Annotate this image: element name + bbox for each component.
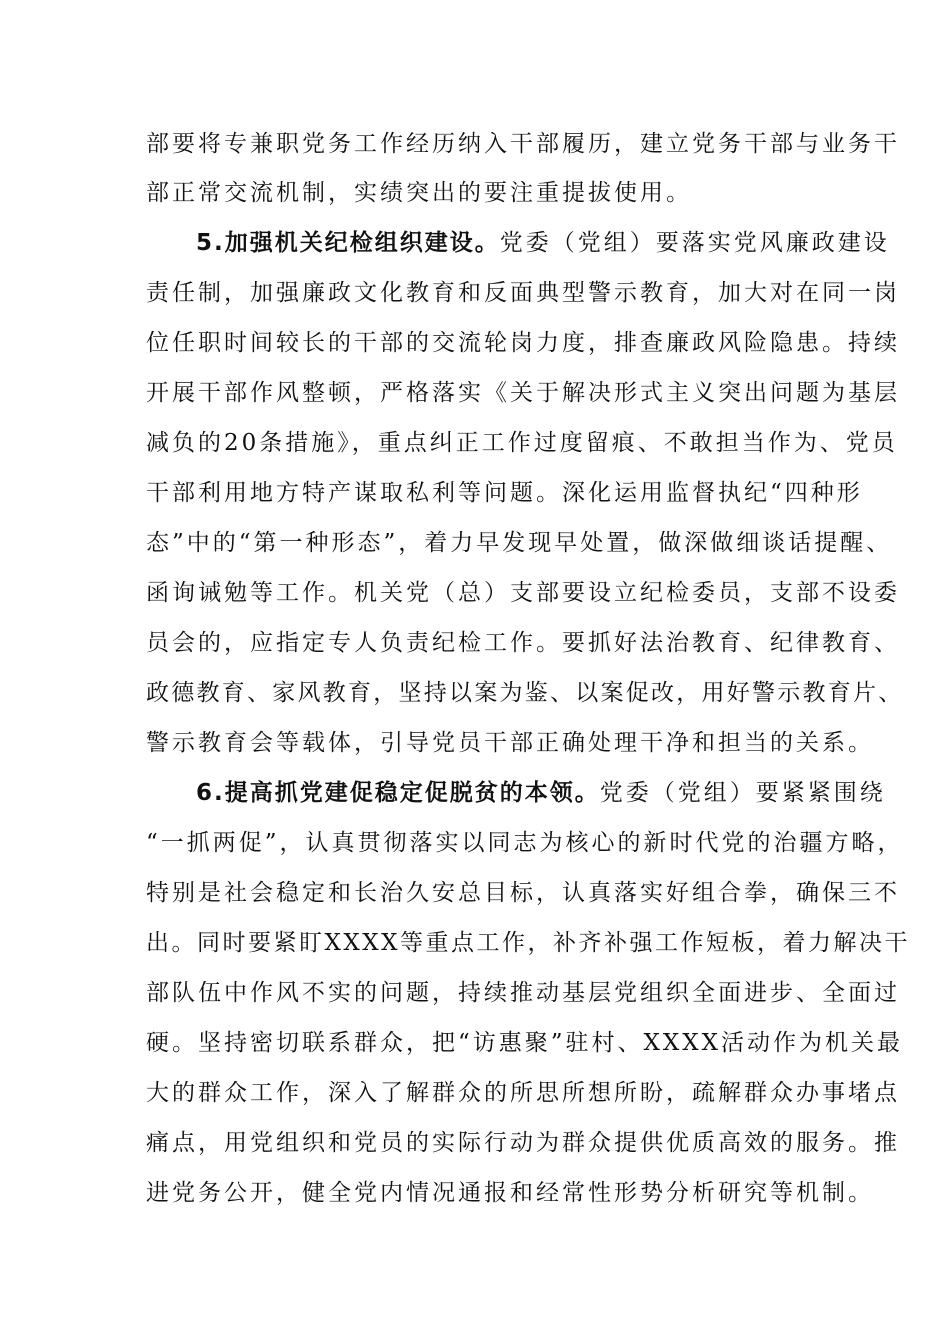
text-line: 减负的20条措施》，重点纠正工作过度留痕、不敢担当作为、党员 — [146, 430, 898, 456]
text-line: 政德教育、家风教育，坚持以案为鉴、以案促改，用好警示教育片、 — [146, 680, 904, 706]
text-line: 出。同时要紧盯XXXX等重点工作，补齐补强工作短板，着力解决干 — [146, 930, 910, 956]
section-6-heading: 6.提高抓党建促稳定促脱贫的本领。 — [196, 780, 600, 806]
text-line: 员会的，应指定专人负责纪检工作。要抓好法治教育、纪律教育、 — [146, 630, 900, 656]
text-line: 警示教育会等载体，引导党员干部正确处理干净和担当的关系。 — [146, 730, 874, 756]
text-line: 部要将专兼职党务工作经历纳入干部履历，建立党务干部与业务干 — [146, 131, 900, 157]
text-line: 痛点，用党组织和党员的实际行动为群众提供优质高效的服务。推 — [146, 1130, 900, 1156]
text-line: 特别是社会稳定和长治久安总目标，认真落实好组合拳，确保三不 — [146, 880, 900, 906]
section-6-heading-line: 6.提高抓党建促稳定促脱贫的本领。党委（党组）要紧紧围绕 — [196, 780, 886, 806]
text-line: 大的群众工作，深入了解群众的所思所想所盼，疏解群众办事堵点 — [146, 1080, 900, 1106]
text-line: 部正常交流机制，实绩突出的要注重提拔使用。 — [146, 180, 692, 206]
text-line: 硬。坚持密切联系群众，把“访惠聚”驻村、XXXX活动作为机关最 — [146, 1030, 904, 1056]
section-5-heading: 5.加强机关纪检组织建设。 — [196, 230, 500, 256]
text-line: 部队伍中作风不实的问题，持续推动基层党组织全面进步、全面过 — [146, 980, 900, 1006]
text-line: “一抓两促”，认真贯彻落实以同志为核心的新时代党的治疆方略， — [146, 830, 904, 856]
text-line: 开展干部作风整顿，严格落实《关于解决形式主义突出问题为基层 — [146, 380, 900, 406]
section-5-heading-line: 5.加强机关纪检组织建设。党委（党组）要落实党风廉政建设 — [196, 230, 890, 256]
text-line: 位任职时间较长的干部的交流轮岗力度，排查廉政风险隐患。持续 — [146, 330, 900, 356]
text-line: 干部利用地方特产谋取私利等问题。深化运用监督执纪“四种形 — [146, 480, 863, 506]
text-line: 态”中的“第一种形态”，着力早发现早处置，做深做细谈话提醒、 — [146, 530, 893, 556]
text-line: 进党务公开，健全党内情况通报和经常性形势分析研究等机制。 — [146, 1180, 874, 1206]
text-line: 函询诫勉等工作。机关党（总）支部要设立纪检委员，支部不设委 — [146, 580, 900, 606]
text-line: 责任制，加强廉政文化教育和反面典型警示教育，加大对在同一岗 — [146, 280, 900, 306]
